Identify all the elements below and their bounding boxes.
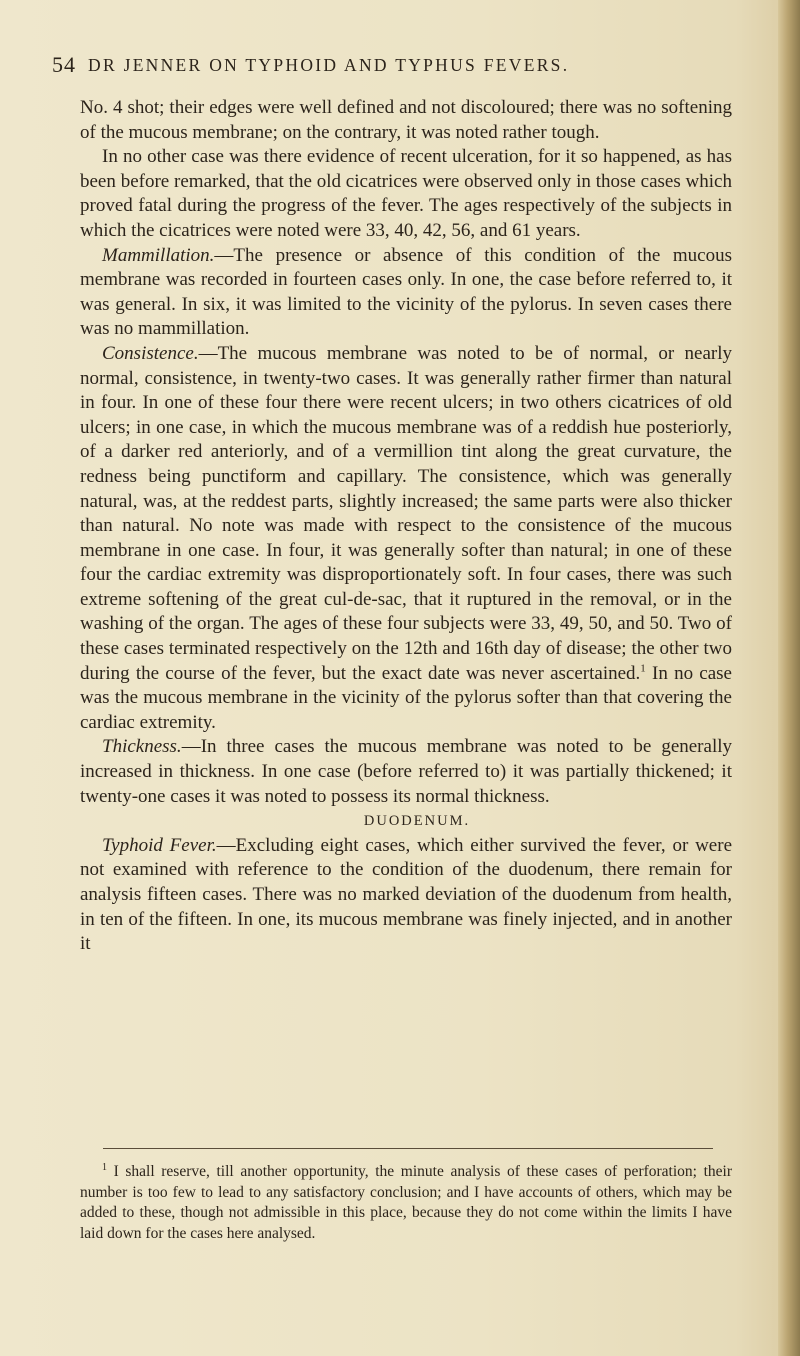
paragraph-typhoid-fever	[80, 834, 732, 957]
thickness-text: —In three cases the mucous membrane was noted to be generally increased in thickness. In one case (before referred to) it was partially thickened; it twenty-one cases it was noted to possess its normal thickness.	[80, 736, 732, 807]
page-header	[52, 52, 732, 82]
page-number: 54	[52, 52, 76, 77]
body-text	[80, 96, 732, 957]
paragraph-continued: No. 4 shot; their edges were well defined and not discoloured; there was no softening of the mucous membrane; on the contrary, it was noted rather tough.	[80, 97, 732, 143]
footnote-reference: 1	[640, 662, 646, 675]
paragraph-consistence	[80, 342, 732, 736]
paragraph-mammillation	[80, 244, 732, 342]
section-heading-duodenum: DUODENUM.	[363, 813, 471, 830]
typhoid-fever-text: —Excluding eight cases, which either survived the fever, or were not examined with reference to the condition of the duodenum, there remain for analysis fifteen cases. There was no marked deviation of the duodenum from health, in ten of the fifteen. In one, its mucous membrane was finely injected, and in another it	[80, 834, 733, 955]
footnote	[80, 1162, 732, 1244]
footnote-rule	[103, 1148, 713, 1149]
mammillation-text: —The presence or absence of this condition of the mucous membrane was recorded in fourteen cases only. In one, the case before referred to, it was general. In six, it was limited to the vicinity of the pylorus. In seven cases there was no mammillation.	[80, 244, 732, 340]
consistence-text-b: In no case was the mucous membrane in the vicinity of the pylorus softer than that covering the cardiac extremity.	[80, 662, 732, 733]
paragraph-ulceration: In no other case was there evidence of recent ulceration, for it so happened, as has been before remarked, that the old cicatrices were observed only in those cases which proved fatal during the progress of the fever. The ages respectively of the subjects in which the cicatrices were noted were 33, 40, 42, 56, and 61 years.	[80, 146, 732, 241]
typhoid-fever-title: Typhoid Fever.	[102, 834, 217, 856]
mammillation-title: Mammillation.	[102, 244, 215, 266]
footnote-text: I shall reserve, till another opportunity, the minute analysis of these cases of perforation; their number is too few to lead to any satisfactory conclusion; and I have accounts of others, which may be added to these, though not admissible in this place, because they do not come within the limits I have laid down for the cases here analysed.	[80, 1163, 732, 1242]
footnote-mark: 1	[102, 1161, 107, 1173]
running-head: DR JENNER ON TYPHOID AND TYPHUS FEVERS.	[88, 55, 570, 75]
thickness-title: Thickness.	[102, 736, 182, 758]
consistence-title: Consistence.	[102, 342, 199, 364]
consistence-text-a: —The mucous membrane was noted to be of normal, or nearly normal, consistence, in twenty-two cases. It was generally rather firmer than natural in four. In one of these four there were recent ulcers; in two others cicatrices of old ulcers; in one case, in which the mucous membrane was of a reddish hue posteriorly, of a darker red anteriorly, and of a vermillion tint along the great curvature, the redness being punctiform and capillary. The consistence, which was generally natural, was, at the reddest parts, slightly increased; the same parts were also thicker than natural. No note was made with respect to the consistence of the mucous membrane in one case. In four, it was generally softer than natural; in one of these four the cardiac extremity was disproportionately soft. In four cases, there was such extreme softening of the great cul-de-sac, that it ruptured in the removal, or in the washing of the organ. The ages of these four subjects were 33, 49, 50, and 50. Two of these cases terminated respectively on the 12th and 16th day of disease; the other two during the course of the fever, but the exact date was never ascertained.	[80, 342, 732, 684]
page-edge-shadow	[778, 0, 800, 1356]
paragraph-thickness	[80, 735, 732, 809]
